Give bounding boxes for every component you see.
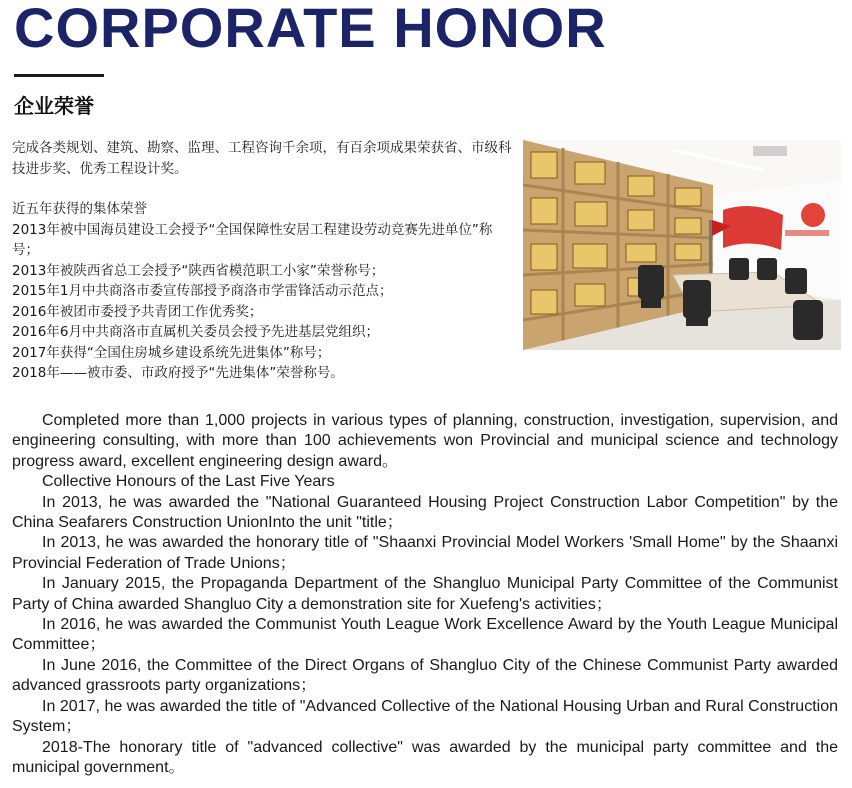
english-honor-item: In 2017, he was awarded the title of "Advanced Collective of the National Housing Urban and Rural Construction System； — [12, 697, 838, 736]
english-honor-item: In June 2016, the Committee of the Direct Organs of Shangluo City of the Chinese Communist Party awarded advanced grassroots party organizations； — [12, 656, 838, 695]
honor-room-photo — [523, 140, 841, 350]
english-intro: Completed more than 1,000 projects in various types of planning, construction, investigation, supervision, and engineering consulting, with more than 100 achievements won Provincial and municipal science and technology progress award, excellent engineering design award。 — [12, 412, 838, 470]
chinese-honor-item: 2018年——被市委、市政府授予“先进集体”荣誉称号。 — [12, 365, 344, 381]
chinese-honor-item: 2016年被团市委授予共青团工作优秀奖； — [12, 303, 263, 320]
chinese-section-heading: 近五年获得的集体荣誉 — [12, 201, 147, 217]
page-title: CORPORATE HONOR — [14, 0, 607, 59]
english-text-block — [12, 411, 838, 778]
chinese-honor-item: 2015年1月中共商洛市委宣传部授予商洛市学雷锋活动示范点； — [12, 283, 393, 299]
chinese-intro: 完成各类规划、建筑、勘察、监理、工程咨询千余项，有百余项成果荣获省、市级科技进步奖、优秀工程设计奖。 — [12, 140, 512, 177]
english-honor-item: In 2016, he was awarded the Communist Youth League Work Excellence Award by the Youth League Municipal Committee； — [12, 616, 838, 654]
chinese-honor-item: 2017年获得“全国住房城乡建设系统先进集体”称号； — [12, 344, 331, 361]
chinese-honor-item: 2013年被陕西省总工会授予“陕西省模范职工小家”荣誉称号； — [12, 262, 385, 279]
english-honor-item: 2018-The honorary title of "advanced collective" was awarded by the municipal party committee and the municipal government。 — [12, 738, 838, 776]
title-underline — [14, 74, 104, 77]
chinese-text-block — [12, 138, 512, 384]
page-subtitle: 企业荣誉 — [14, 94, 94, 118]
english-honor-item: In January 2015, the Propaganda Department of the Shangluo Municipal Party Committee of the Communist Party of China awarded Shangluo City a demonstration site for Xuefeng's activities； — [12, 575, 838, 613]
chinese-honor-item: 2013年被中国海员建设工会授予“全国保障性安居工程建设劳动竞赛先进单位”称号； — [12, 221, 493, 258]
chinese-honor-item: 2016年6月中共商洛市直属机关委员会授予先进基层党组织； — [12, 324, 379, 340]
english-honor-item: In 2013, he was awarded the honorary title of "Shaanxi Provincial Model Workers 'Small Home" by the Shaanxi Provincial Federation of Trade Unions； — [12, 534, 838, 572]
honor-room-illustration — [523, 140, 841, 350]
english-section-heading: Collective Honours of the Last Five Years — [42, 473, 335, 491]
english-honor-item: In 2013, he was awarded the "National Guaranteed Housing Project Construction Labor Competition" by the China Seafarers Construction UnionInto the unit "title； — [12, 493, 838, 532]
